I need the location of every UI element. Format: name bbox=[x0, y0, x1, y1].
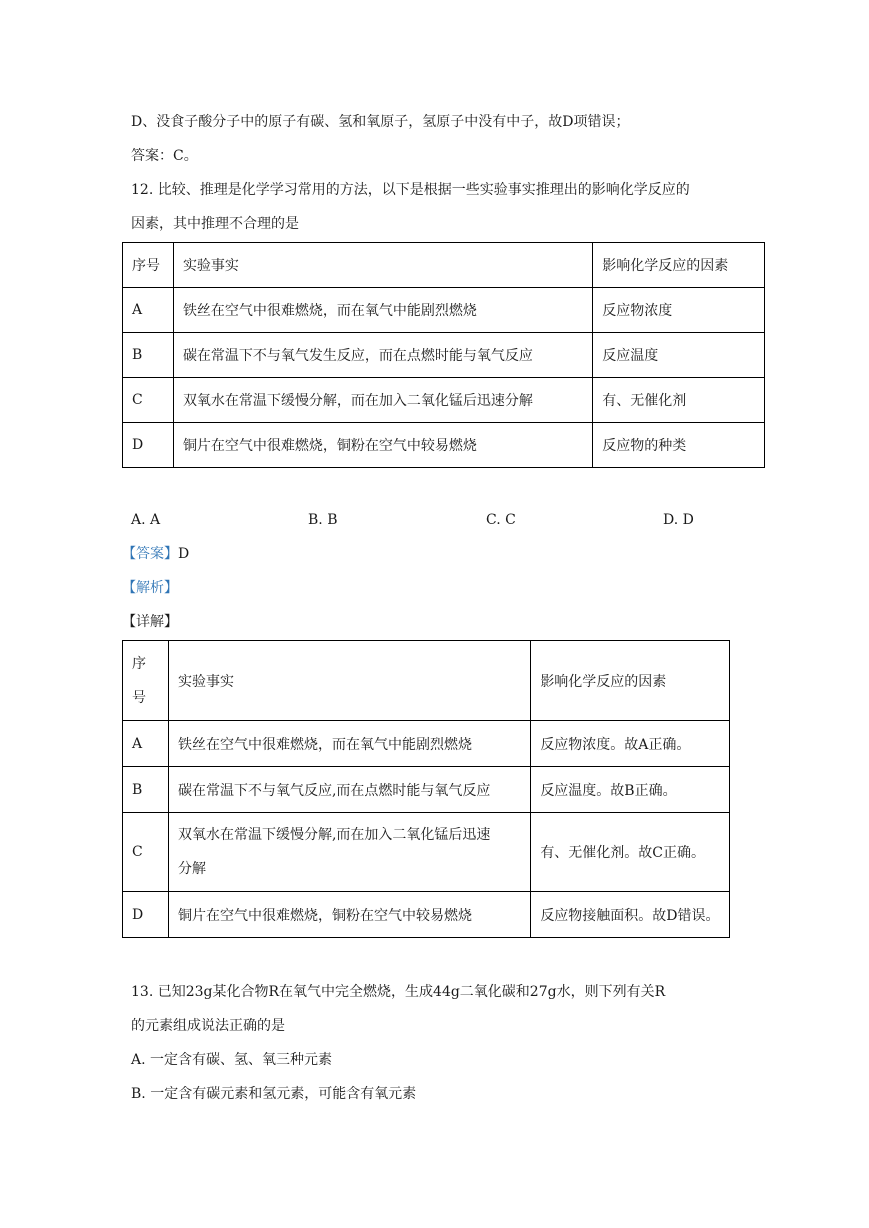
q13-option-a: A. 一定含有碳、氢、氧三种元素 bbox=[131, 1052, 333, 1068]
table-header-row bbox=[123, 243, 765, 288]
cell-fact: 碳在常温下不与氧气发生反应，而在点燃时能与氧气反应 bbox=[173, 333, 592, 378]
cell-fact: 铜片在空气中很难燃烧，铜粉在空气中较易燃烧 bbox=[168, 892, 530, 938]
table-row bbox=[123, 813, 730, 892]
cell-no: B bbox=[123, 333, 174, 378]
cell-fact: 双氧水在常温下缓慢分解，而在加入二氧化锰后迅速分解 bbox=[173, 378, 592, 423]
table-row bbox=[123, 333, 765, 378]
cell-factor: 反应物浓度 bbox=[593, 288, 765, 333]
table-row bbox=[123, 892, 730, 938]
table-row bbox=[123, 721, 730, 767]
header-no-bottom: 号 bbox=[132, 689, 146, 706]
header-cell-fact: 实验事实 bbox=[168, 641, 530, 721]
text-line: D、没食子酸分子中的原子有碳、氢和氧原子，氢原子中没有中子，故D项错误； bbox=[131, 114, 630, 130]
option-b: B. B bbox=[308, 512, 338, 528]
table-row bbox=[123, 288, 765, 333]
q12-stem-line1: 12. 比较、推理是化学学习常用的方法，以下是根据一些实验事实推理出的影响化学反应的 bbox=[131, 182, 690, 198]
option-c: C. C bbox=[486, 512, 516, 528]
q13-option-b: B. 一定含有碳元素和氢元素，可能含有氧元素 bbox=[131, 1086, 417, 1102]
cell-factor: 反应温度 bbox=[593, 333, 765, 378]
answer-tag: 【答案】 bbox=[122, 546, 178, 562]
cell-factor: 有、无催化剂 bbox=[593, 378, 765, 423]
cell-no: D bbox=[123, 892, 169, 938]
cell-factor: 有、无催化剂。故C正确。 bbox=[531, 813, 730, 892]
cell-factor: 反应温度。故B正确。 bbox=[531, 767, 730, 813]
header-cell-factor: 影响化学反应的因素 bbox=[593, 243, 765, 288]
cell-fact: 铁丝在空气中很难燃烧，而在氧气中能剧烈燃烧 bbox=[173, 288, 592, 333]
header-cell-factor: 影响化学反应的因素 bbox=[531, 641, 730, 721]
cell-fact: 碳在常温下不与氧气反应,而在点燃时能与氧气反应 bbox=[168, 767, 530, 813]
answer-value: D bbox=[178, 546, 190, 562]
q12-table bbox=[122, 242, 765, 468]
q13-stem-line1: 13. 已知23g某化合物R在氧气中完全燃烧，生成44g二氧化碳和27g水，则下列有关R bbox=[131, 984, 666, 1000]
cell-fact-line2: 分解 bbox=[177, 861, 206, 877]
header-no-top: 序 bbox=[132, 655, 146, 672]
option-a: A. A bbox=[131, 512, 161, 528]
answer-line: 答案：C。 bbox=[131, 148, 198, 164]
q13-stem-line2: 的元素组成说法正确的是 bbox=[131, 1018, 285, 1034]
cell-no: B bbox=[123, 767, 169, 813]
table-row bbox=[123, 767, 730, 813]
table-row bbox=[123, 378, 765, 423]
cell-no: D bbox=[123, 423, 174, 468]
cell-no: C bbox=[123, 813, 169, 892]
cell-fact: 铁丝在空气中很难燃烧，而在氧气中能剧烈燃烧 bbox=[168, 721, 530, 767]
cell-no: A bbox=[123, 721, 169, 767]
answer-row bbox=[122, 544, 189, 564]
cell-factor: 反应物浓度。故A正确。 bbox=[531, 721, 730, 767]
table-row bbox=[123, 423, 765, 468]
option-d: D. D bbox=[663, 512, 694, 528]
header-cell-no bbox=[123, 641, 169, 721]
cell-factor: 反应物的种类 bbox=[593, 423, 765, 468]
analysis-tag: 【解析】 bbox=[122, 580, 178, 596]
q12-stem-line2: 因素，其中推理不合理的是 bbox=[131, 216, 299, 232]
header-cell-no: 序号 bbox=[123, 243, 174, 288]
cell-fact: 铜片在空气中很难燃烧，铜粉在空气中较易燃烧 bbox=[173, 423, 592, 468]
header-cell-fact: 实验事实 bbox=[173, 243, 592, 288]
cell-fact bbox=[168, 813, 530, 892]
table-header-row bbox=[123, 641, 730, 721]
cell-no: A bbox=[123, 288, 174, 333]
cell-fact-line1: 双氧水在常温下缓慢分解,而在加入二氧化锰后迅速 bbox=[177, 827, 491, 843]
detail-tag: 【详解】 bbox=[122, 614, 178, 630]
cell-no: C bbox=[123, 378, 174, 423]
cell-factor: 反应物接触面积。故D错误。 bbox=[531, 892, 730, 938]
q12-detail-table bbox=[122, 640, 730, 938]
